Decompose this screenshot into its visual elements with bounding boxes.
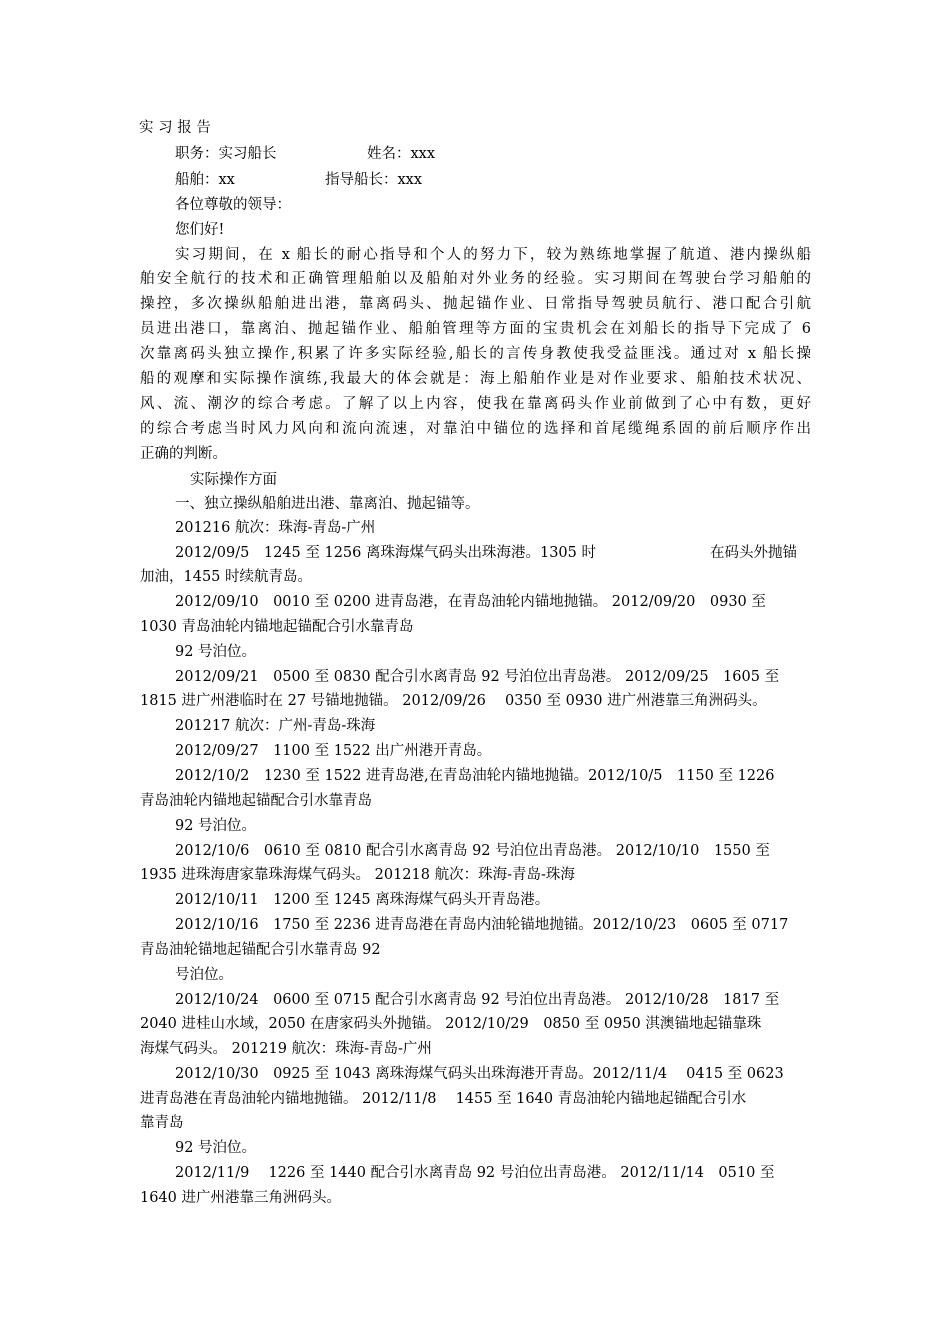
log-line: 2012/10/2 1230 至 1522 进青岛港,在青岛油轮内锚地抛锚。2012/10/5 1150 至 1226 [175, 768, 775, 784]
intro-line: 舶安全航行的技术和正确管理船舶以及船舶对外业务的经验。实习期间在驾驶台学习船舶的 [140, 271, 811, 287]
log-line: 进青岛港在青岛油轮内锚地抛锚。 2012/11/8 1455 至 1640 青岛油轮内锚地起锚配合引水 [140, 1091, 747, 1107]
log-line: 青岛油轮锚地起锚配合引水靠青岛 92 [140, 942, 381, 958]
greeting-line-2: 您们好! [175, 222, 225, 238]
log-line: 92 号泊位。 [175, 1140, 257, 1156]
intro-line: 实习期间，在 x 船长的耐心指导和个人的努力下，较为熟练地掌握了航道、港内操纵船 [175, 247, 811, 263]
section-title: 实际操作方面 [190, 472, 277, 488]
log-line: 2012/09/21 0500 至 0830 配合引水离青岛 92 号泊位出青岛港。 2012/09/25 1605 至 [175, 669, 780, 685]
log-line: 2012/09/10 0010 至 0200 进青岛港，在青岛油轮内锚地抛锚。 2012/09/20 0930 至 [175, 594, 766, 610]
log-line: 2012/09/5 1245 至 1256 离珠海煤气码头出珠海港。1305 时 [175, 545, 596, 561]
log-line: 青岛油轮内锚地起锚配合引水靠青岛 [140, 793, 372, 809]
log-line: 靠青岛 [140, 1115, 184, 1131]
report-title: 实 习 报 告 [139, 120, 211, 136]
log-line: 号泊位。 [175, 967, 233, 983]
log-line: 海煤气码头。 201219 航次：珠海-青岛-广州 [140, 1041, 432, 1057]
intro-line: 次靠离码头独立操作,积累了许多实际经验,船长的言传身教使我受益匪浅。通过对 x 船长操 [140, 346, 811, 362]
log-line: 2012/10/6 0610 至 0810 配合引水离青岛 92 号泊位出青岛港。 2012/10/10 1550 至 [175, 843, 770, 859]
voyage-heading: 201217 航次：广州-青岛-珠海 [175, 718, 376, 734]
log-line: 2040 进桂山水域，2050 在唐家码头外抛锚。 2012/10/29 0850 至 0950 淇澳锚地起锚靠珠 [140, 1016, 762, 1032]
log-line: 1935 进珠海唐家靠珠海煤气码头。 201218 航次：珠海-青岛-珠海 [140, 867, 575, 883]
log-line: 1815 进广州港临时在 27 号锚地抛锚。 2012/09/26 0350 至 0930 进广州港靠三角洲码头。 [140, 693, 767, 709]
voyage-heading: 201216 航次：珠海-青岛-广州 [175, 520, 376, 536]
name-field: 姓名：xxx [367, 146, 436, 162]
greeting-line-1: 各位尊敬的领导： [175, 197, 291, 213]
log-line: 加油，1455 时续航青岛。 [140, 569, 313, 585]
supervisor-field: 指导船长：xxx [325, 172, 423, 188]
log-line: 在码头外抛锚 [710, 545, 797, 561]
subsection-title: 一、独立操纵船舶进出港、靠离泊、抛起锚等。 [175, 496, 480, 512]
log-line: 2012/10/16 1750 至 2236 进青岛港在青岛内油轮锚地抛锚。2012/10/23 0605 至 0717 [175, 917, 789, 933]
log-line: 92 号泊位。 [175, 644, 257, 660]
intro-line: 正确的判断。 [140, 446, 227, 462]
log-line: 2012/10/30 0925 至 1043 离珠海煤气码头出珠海港开青岛。2012/11/4 0415 至 0623 [175, 1066, 784, 1082]
position-field: 职务：实习船长 [175, 146, 277, 162]
intro-line: 操控，多次操纵船舶进出港，靠离码头、抛起锚作业、日常指导驾驶员航行、港口配合引航 [140, 296, 811, 312]
log-line: 2012/09/27 1100 至 1522 出广州港开青岛。 [175, 743, 492, 759]
log-line: 2012/10/24 0600 至 0715 配合引水离青岛 92 号泊位出青岛港。 2012/10/28 1817 至 [175, 992, 780, 1008]
intro-line: 风、流、潮汐的综合考虑。了解了以上内容，使我在靠离码头作业前做到了心中有数，更好 [140, 396, 811, 412]
intro-line: 员进出港口，靠离泊、抛起锚作业、船舶管理等方面的宝贵机会在刘船长的指导下完成了 6 [140, 321, 811, 337]
log-line: 1030 青岛油轮内锚地起锚配合引水靠青岛 [140, 619, 414, 635]
intro-line: 船的观摩和实际操作演练,我最大的体会就是：海上船舶作业是对作业要求、船舶技术状况、 [140, 371, 811, 387]
log-line: 2012/11/9 1226 至 1440 配合引水离青岛 92 号泊位出青岛港。 2012/11/14 0510 至 [175, 1165, 775, 1181]
intro-line: 的综合考虑当时风力风向和流向流速，对靠泊中锚位的选择和首尾缆绳系固的前后顺序作出 [140, 421, 811, 437]
log-line: 2012/10/11 1200 至 1245 离珠海煤气码头开青岛港。 [175, 892, 550, 908]
log-line: 1640 进广州港靠三角洲码头。 [140, 1190, 342, 1206]
log-line: 92 号泊位。 [175, 818, 257, 834]
ship-field: 船舶：xx [175, 172, 235, 188]
